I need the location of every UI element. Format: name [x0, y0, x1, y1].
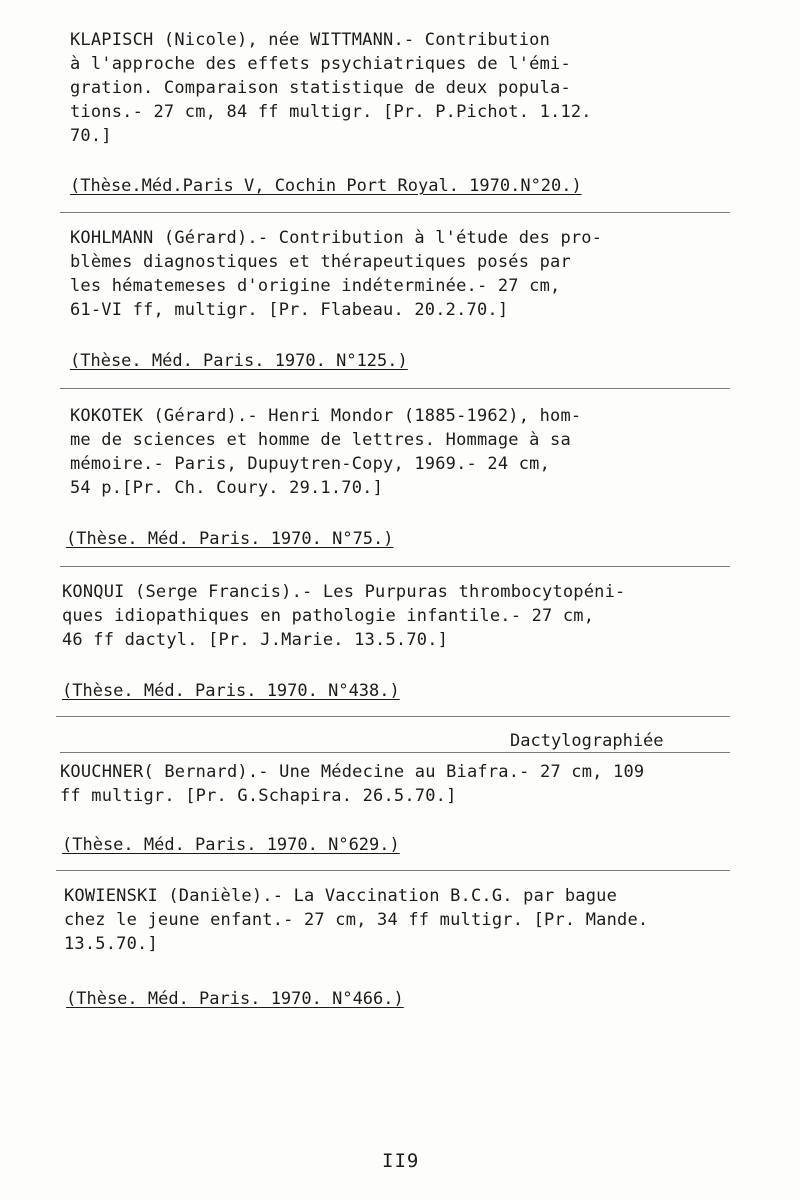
divider — [56, 870, 730, 871]
margin-note: Dactylographiée — [510, 731, 664, 751]
entry-line: blèmes diagnostiques et thérapeutiques posés par — [70, 252, 571, 272]
entry-line: 46 ff dactyl. [Pr. J.Marie. 13.5.70.] — [62, 630, 449, 650]
entry-line: les hématemeses d'origine indéterminée.- 27 cm, — [70, 276, 561, 296]
entry-line: KONQUI (Serge Francis).- Les Purpuras thrombocytopéni- — [62, 582, 626, 602]
entry-line: ff multigr. [Pr. G.Schapira. 26.5.70.] — [60, 786, 457, 806]
entry-line: KLAPISCH (Nicole), née WITTMANN.- Contribution — [70, 30, 551, 50]
citation-klapisch: (Thèse.Méd.Paris V, Cochin Port Royal. 1970.N°20.) — [70, 176, 582, 196]
divider — [60, 212, 730, 213]
entry-line: 54 p.[Pr. Ch. Coury. 29.1.70.] — [70, 478, 384, 498]
citation-kohlmann: (Thèse. Méd. Paris. 1970. N°125.) — [70, 351, 408, 371]
entry-line: à l'approche des effets psychiatriques de l'émi- — [70, 54, 571, 74]
entry-line: tions.- 27 cm, 84 ff multigr. [Pr. P.Pichot. 1.12. — [70, 102, 592, 122]
entry-kohlmann — [70, 226, 730, 322]
divider — [60, 752, 730, 753]
citation-kokotek: (Thèse. Méd. Paris. 1970. N°75.) — [66, 529, 394, 549]
entry-line: 70.] — [70, 126, 112, 146]
entry-line: 61-VI ff, multigr. [Pr. Flabeau. 20.2.70.] — [70, 300, 509, 320]
entry-line: chez le jeune enfant.- 27 cm, 34 ff multigr. [Pr. Mande. — [64, 910, 649, 930]
entry-kokotek — [70, 404, 730, 500]
citation-kouchner: (Thèse. Méd. Paris. 1970. N°629.) — [62, 835, 400, 855]
entry-konqui — [62, 580, 722, 652]
entry-line: KOHLMANN (Gérard).- Contribution à l'étude des pro- — [70, 228, 603, 248]
entry-kouchner — [60, 760, 720, 808]
citation-kowienski: (Thèse. Méd. Paris. 1970. N°466.) — [66, 989, 404, 1009]
divider — [60, 388, 730, 389]
entry-line: KOKOTEK (Gérard).- Henri Mondor (1885-1962), hom- — [70, 406, 582, 426]
entry-line: KOUCHNER( Bernard).- Une Médecine au Biafra.- 27 cm, 109 — [60, 762, 645, 782]
entry-klapisch — [70, 28, 730, 148]
entry-line: 13.5.70.] — [64, 934, 158, 954]
entry-kowienski — [64, 884, 724, 956]
entry-line: ques idiopathiques en pathologie infantile.- 27 cm, — [62, 606, 595, 626]
citation-konqui: (Thèse. Méd. Paris. 1970. N°438.) — [62, 681, 400, 701]
entry-line: mémoire.- Paris, Dupuytren-Copy, 1969.- 24 cm, — [70, 454, 551, 474]
entry-line: gration. Comparaison statistique de deux popula- — [70, 78, 571, 98]
page-number: II9 — [382, 1150, 420, 1172]
divider — [56, 716, 730, 717]
divider — [60, 566, 730, 567]
entry-line: me de sciences et homme de lettres. Hommage à sa — [70, 430, 571, 450]
entry-line: KOWIENSKI (Danièle).- La Vaccination B.C.G. par bague — [64, 886, 618, 906]
